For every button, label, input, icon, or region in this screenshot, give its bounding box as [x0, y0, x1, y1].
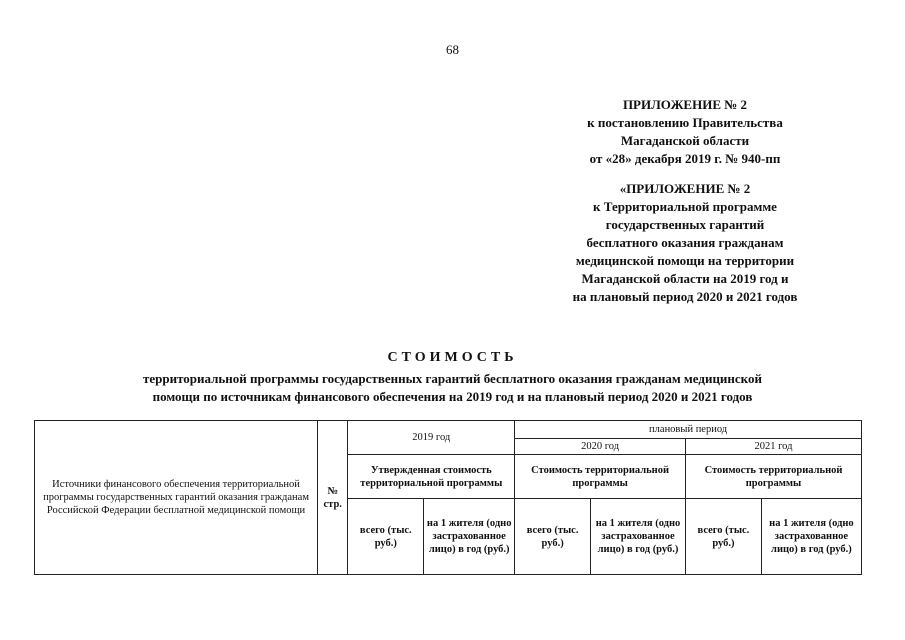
appendix-line: Магаданской области	[620, 133, 750, 148]
total-2020-header: всего (тыс. руб.)	[515, 499, 591, 575]
page-number: 68	[446, 42, 459, 57]
subtitle-line: помощи по источникам финансового обеспечения на 2019 год и на плановый период 2020 и 2021 годов	[152, 389, 753, 404]
appendix-line: медицинской помощи на территории	[575, 253, 795, 268]
appendix-header-block	[540, 96, 830, 168]
total-2021-header: всего (тыс. руб.)	[686, 499, 762, 575]
cost-table	[34, 420, 862, 575]
planned-period-header: плановый период	[515, 421, 862, 439]
appendix-line: к Территориальной программе	[593, 199, 777, 214]
cost-2020-header: Стоимость территориальной программы	[515, 455, 686, 499]
total-2019-header: всего (тыс. руб.)	[348, 499, 424, 575]
program-appendix-block	[540, 180, 830, 306]
appendix-line: на плановый период 2020 и 2021 годов	[572, 289, 798, 304]
appendix-line: к постановлению Правительства	[587, 115, 783, 130]
subtitle-line: территориальной программы государственных гарантий бесплатного оказания гражданам медицинской	[142, 371, 762, 386]
document-subtitle	[40, 370, 865, 406]
appendix-line: «ПРИЛОЖЕНИЕ № 2	[619, 181, 751, 196]
appendix-line: государственных гарантий	[605, 217, 765, 232]
sources-header-cell: Источники финансового обеспечения территориальной программы государственных гарантий оказания гражданам Российской Федерации бесплатной медицинской помощи	[35, 421, 318, 575]
cost-2021-header: Стоимость территориальной программы	[686, 455, 862, 499]
per-resident-2019-header: на 1 жителя (одно застрахованное лицо) в год (руб.)	[424, 499, 515, 575]
year-2019-header: 2019 год	[348, 421, 515, 455]
year-2021-header: 2021 год	[686, 439, 862, 455]
appendix-line: ПРИЛОЖЕНИЕ № 2	[622, 97, 748, 112]
year-2020-header: 2020 год	[515, 439, 686, 455]
per-resident-2020-header: на 1 жителя (одно застрахованное лицо) в год (руб.)	[591, 499, 686, 575]
appendix-line: бесплатного оказания гражданам	[586, 235, 784, 250]
line-number-header-cell: № стр.	[318, 421, 348, 575]
document-title: СТОИМОСТЬ	[387, 350, 518, 365]
appendix-line: от «28» декабря 2019 г. № 940-пп	[589, 151, 781, 166]
appendix-line: Магаданской области на 2019 год и	[581, 271, 789, 286]
per-resident-2021-header: на 1 жителя (одно застрахованное лицо) в год (руб.)	[761, 499, 861, 575]
approved-cost-2019-header: Утвержденная стоимость территориальной программы	[348, 455, 515, 499]
